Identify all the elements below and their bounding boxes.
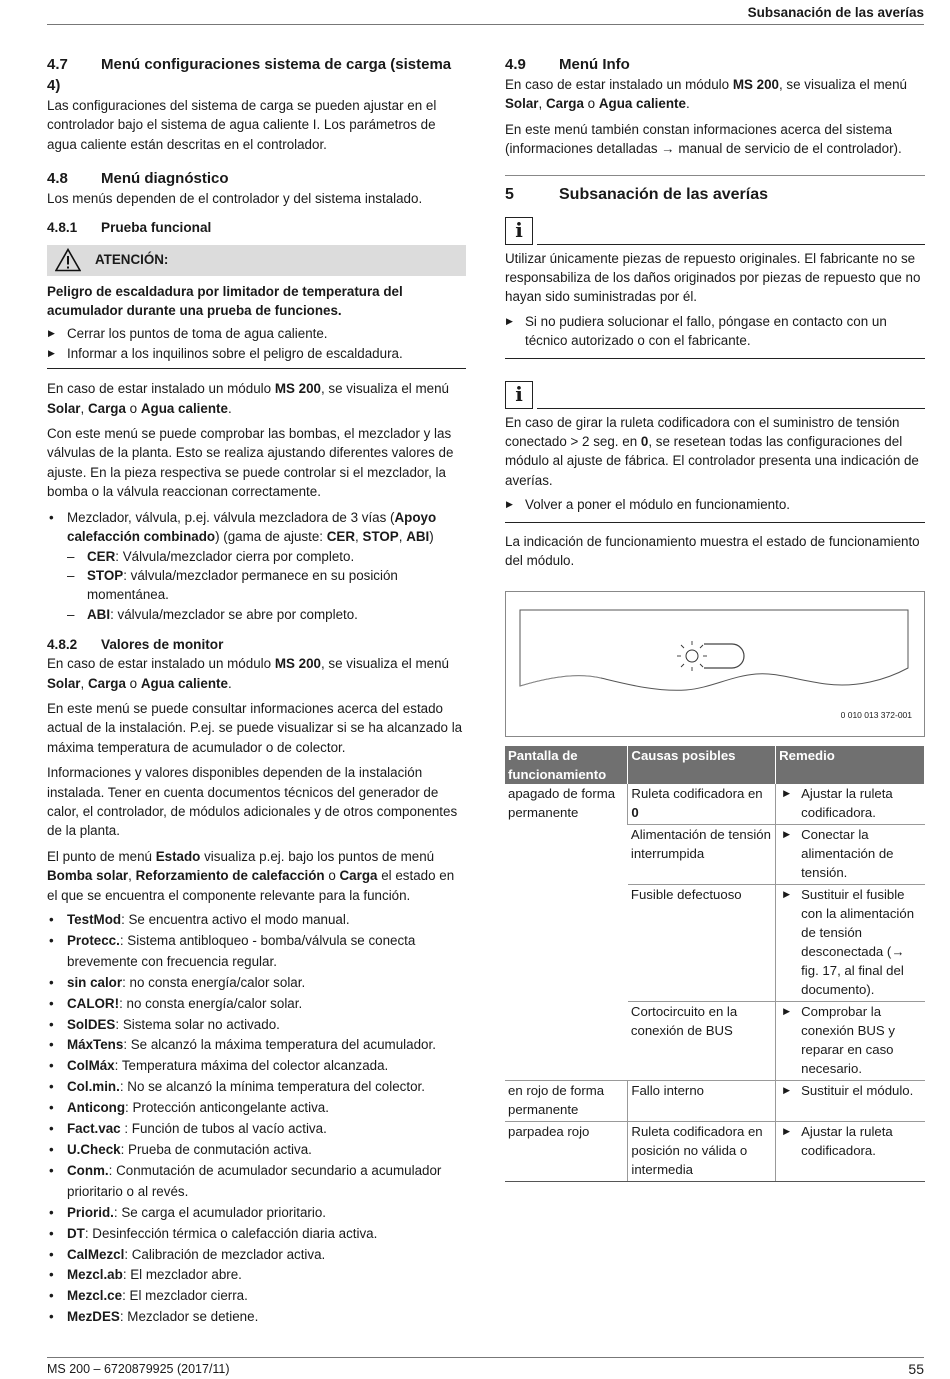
ms200-menu-paragraph — [505, 75, 925, 114]
text-run: , se visualiza el menú — [320, 381, 449, 397]
remedy-step: ▶ Comprobar la conexión BUS y reparar en caso necesario. — [779, 1002, 921, 1078]
section-4-8-heading — [47, 168, 466, 189]
text-run-bold: MS 200 — [274, 656, 321, 672]
display-cell: en rojo de forma permanente — [505, 1080, 628, 1121]
monitor-text: : Función de tubos al vacío activa. — [120, 1121, 327, 1137]
monitor-key: Protecc. — [67, 932, 120, 948]
text-run-bold: Apoyo calefacción combinado — [67, 509, 437, 545]
text-run: El punto de menú — [47, 848, 152, 864]
cause-cell: Alimentación de tensión interrumpida — [628, 824, 776, 884]
status-paragraph — [47, 847, 466, 905]
text-run-bold: CER — [326, 529, 356, 545]
monitor-text: : Mezclador se detiene. — [119, 1309, 259, 1325]
column-header: Pantalla de funcionamiento — [505, 746, 628, 784]
text-run: Mezclador, válvula, p.ej. válvula mezcladora de 3 vías ( — [67, 509, 395, 525]
cause-text-bold: 0 — [631, 804, 639, 820]
remedy-step: ▶ Conectar la alimentación de tensión. — [779, 825, 921, 882]
monitor-text: : Conmutación de acumulador secundario a acumulador prioritario o al revés. — [67, 1162, 442, 1199]
text-run: , — [80, 400, 85, 416]
right-column — [505, 54, 925, 1182]
text-run-bold: MS 200 — [732, 77, 779, 92]
text-run: , se visualiza el menú — [320, 656, 449, 672]
note-end-rule — [505, 358, 925, 359]
monitor-item — [47, 1056, 466, 1077]
monitor-item — [47, 1098, 466, 1119]
section-title: Menú Info — [559, 56, 630, 73]
text-run-bold: Bomba solar — [47, 868, 129, 884]
text-run-bold: ABI — [406, 529, 430, 545]
setting-text: : válvula/mezclador se abre por completo. — [110, 606, 358, 622]
text-run: o — [129, 675, 138, 691]
monitor-text: : El mezclador abre. — [122, 1267, 242, 1283]
monitor-item — [47, 1307, 466, 1328]
info-note-2-header — [505, 381, 925, 409]
menu-name: Solar — [47, 400, 81, 416]
monitor-text: : Se encuentra activo el modo manual. — [121, 912, 350, 927]
remedy-cell — [776, 1001, 925, 1080]
section-number: 4.8.1 — [47, 219, 78, 235]
monitor-item — [47, 1203, 466, 1224]
remedy-cell — [776, 824, 925, 884]
remedy-cell — [776, 784, 925, 825]
text-run: , se resetean todas las configuraciones del módulo al ajuste de fábrica. El controlador presenta una indicación de averías. — [505, 434, 919, 488]
monitor-text: : no consta energía/calor solar. — [119, 995, 303, 1011]
text-run-bold: 0 — [640, 434, 649, 450]
text-run: o — [328, 868, 336, 884]
footer-rule — [47, 1357, 924, 1358]
menu-name: Solar — [505, 96, 539, 112]
monitor-text: : Sistema solar no activado. — [115, 1016, 280, 1032]
monitor-text: : No se alcanzó la mínima temperatura del colector. — [119, 1079, 425, 1095]
setting-item — [47, 566, 466, 605]
monitor-key: ColMáx — [67, 1058, 115, 1074]
text-run: o — [587, 96, 596, 112]
monitor-text: : Sistema antibloqueo - bomba/válvula se conecta brevemente con frecuencia regular. — [67, 932, 416, 969]
monitor-text: : no consta energía/calor solar. — [122, 974, 306, 990]
text-run: En caso de estar instalado un módulo — [505, 77, 730, 92]
monitor-item — [47, 1140, 466, 1161]
cause-cell: Ruleta codificadora en posición no válida o intermedia — [628, 1121, 776, 1181]
monitor-key: Mezcl.ce — [67, 1288, 123, 1304]
text-run: En caso de girar la ruleta codificadora con el suministro de tensión conectado > 2 seg. en — [505, 414, 900, 450]
monitor-key: Col.min. — [67, 1079, 120, 1095]
text-run-bold: STOP — [362, 529, 399, 545]
info-icon: i — [505, 217, 533, 245]
warning-steps — [47, 324, 466, 363]
menu-name: Agua caliente — [140, 400, 228, 416]
section-title: Menú diagnóstico — [101, 170, 229, 188]
note-rule — [537, 244, 925, 245]
page-number: 55 — [908, 1361, 924, 1377]
chapter-5-heading — [505, 184, 925, 205]
setting-text: : válvula/mezclador permanece en su posición momentánea. — [87, 567, 398, 603]
monitor-text: : Se carga el acumulador prioritario. — [113, 1204, 326, 1220]
text-run: ) — [429, 529, 434, 545]
chapter-5-block — [505, 175, 925, 205]
section-number: 4.8.2 — [47, 637, 78, 653]
note-end-rule — [505, 522, 925, 523]
monitor-key: Mezcl.ab — [67, 1267, 123, 1283]
monitor-item — [47, 1077, 466, 1098]
section-4-9-heading — [505, 54, 925, 75]
menu-name: Carga — [87, 675, 126, 691]
cause-cell — [628, 784, 776, 825]
text-run: En caso de estar instalado un módulo — [47, 656, 272, 672]
text-run: , — [128, 868, 132, 884]
monitor-key: Fact.vac — [67, 1121, 121, 1137]
monitor-text: : Protección anticongelante activa. — [125, 1100, 329, 1116]
text-run: , — [398, 529, 403, 545]
section-number: 5 — [505, 185, 514, 203]
remedy-step: ▶ Ajustar la ruleta codificadora. — [779, 1122, 921, 1160]
monitor-text: : El mezclador cierra. — [122, 1288, 248, 1304]
monitor-paragraph-1: En este menú se puede consultar informaciones acerca del estado actual de la instalación. P.ej. se puede visualizar si se ha alcanzado la máxima temperatura de acumulador o de colector. — [47, 700, 463, 755]
monitor-key: CalMezcl — [67, 1246, 125, 1262]
info-step: ▶ Volver a poner el módulo en funcionamiento. — [505, 495, 925, 514]
monitor-item — [47, 1224, 466, 1245]
menu-name: Agua caliente — [598, 96, 686, 112]
remedy-step: ▶ Ajustar la ruleta codificadora. — [779, 784, 921, 822]
cause-text: Ruleta codificadora en — [631, 785, 763, 801]
test-description: Con este menú se puede comprobar las bombas, el mezclador y las válvulas de la planta. Esto se realiza ajustando diferentes valores de ajuste. En la pieza respectiva se puede controlar si el mezclador, la bomba o la válvula reaccionan correctamente. — [47, 426, 454, 500]
text-run-bold: Estado — [155, 848, 201, 864]
monitor-key: MezDES — [67, 1309, 120, 1325]
info-note-2-steps — [505, 495, 925, 514]
monitor-key: Conm. — [67, 1162, 109, 1178]
text-run: , — [355, 529, 359, 545]
mixer-list — [47, 508, 466, 547]
section-4-8-2-heading — [47, 635, 466, 654]
text-run-bold: MS 200 — [274, 381, 321, 397]
display-cell: apagado de forma permanente — [508, 785, 616, 820]
text-run: , — [80, 675, 85, 691]
section-title: Menú configuraciones sistema de carga (sistema 4) — [47, 56, 452, 94]
text-run: o — [129, 400, 138, 416]
footer-document-id: MS 200 – 6720879925 (2017/11) — [47, 1362, 230, 1376]
setting-text: : Válvula/mezclador cierra por completo. — [115, 548, 355, 564]
module-indicator-figure — [505, 591, 925, 737]
monitor-key: MáxTens — [67, 1037, 124, 1053]
section-number: 4.8 — [47, 170, 68, 188]
remedy-cell — [776, 1080, 925, 1121]
monitor-key: U.Check — [67, 1141, 121, 1157]
display-cell: parpadea rojo — [505, 1121, 628, 1181]
header-rule — [47, 24, 924, 25]
column-header: Remedio — [776, 746, 925, 784]
monitor-key: TestMod — [67, 912, 122, 927]
text-run: el estado en el que se encuentra el componente relevante para la función. — [47, 868, 455, 903]
setting-range-list — [47, 547, 466, 625]
monitor-text: : Desinfección térmica o calefacción diaria activa. — [84, 1225, 378, 1241]
section-4-7-text: Las configuraciones del sistema de carga se pueden ajustar en el controlador bajo el sistema de agua caliente I. Los parámetros de agua caliente están descritas en el controlador. — [47, 98, 437, 152]
monitor-item — [47, 994, 466, 1015]
remedy-step: ▶ Sustituir el fusible con la alimentación de tensión desconectada (→ fig. 17, al final del documento). — [779, 885, 921, 999]
warning-step: ▶ Cerrar los puntos de toma de agua caliente. — [47, 324, 466, 343]
table-row — [505, 1121, 925, 1181]
running-header-title: Subsanación de las averías — [747, 5, 924, 20]
figure-code: 0 010 013 372-001 — [840, 709, 912, 720]
menu-name: Carga — [545, 96, 584, 112]
info-menu-text: En este menú también constan informaciones acerca del sistema (informaciones detalladas → manual de servicio de el controlador). — [505, 121, 902, 157]
monitor-item — [47, 1015, 466, 1036]
text-run: En caso de estar instalado un módulo — [47, 381, 272, 397]
troubleshooting-table — [505, 746, 925, 1182]
note-rule — [537, 408, 925, 409]
cause-cell: Fusible defectuoso — [628, 884, 776, 1001]
warning-body — [47, 282, 466, 370]
monitor-item — [47, 931, 466, 973]
ms200-menu-paragraph — [47, 654, 466, 693]
section-4-8-text: Los menús dependen de el controlador y del sistema instalado. — [47, 191, 423, 207]
setting-key: ABI — [87, 606, 111, 622]
text-run: , — [538, 96, 543, 112]
monitor-values-list — [47, 910, 466, 1328]
table-row — [505, 1080, 925, 1121]
table-row — [505, 784, 925, 825]
monitor-item — [47, 1265, 466, 1286]
monitor-key: SolDES — [67, 1016, 116, 1032]
monitor-text: : Calibración de mezclador activa. — [124, 1246, 326, 1262]
text-run: . — [227, 675, 232, 691]
section-title: Subsanación de las averías — [559, 185, 768, 203]
section-4-7-heading — [47, 54, 466, 96]
menu-name: Solar — [47, 675, 81, 691]
setting-key: STOP — [87, 567, 124, 583]
monitor-key: Priorid. — [67, 1204, 114, 1220]
section-title: Prueba funcional — [101, 219, 212, 235]
warning-triangle-icon — [55, 248, 81, 272]
monitor-paragraph-2: Informaciones y valores disponibles dependen de la instalación instalada. Tener en cuenta documentos técnicos del generador de calor, el controlador, de módulos adicionales y de otros componentes de la planta. — [47, 765, 458, 839]
monitor-item — [47, 1286, 466, 1307]
mixer-item — [47, 508, 466, 547]
left-column — [47, 54, 466, 1328]
text-run-bold: Carga — [339, 868, 378, 884]
monitor-key: CALOR! — [67, 995, 120, 1011]
section-title: Valores de monitor — [101, 637, 224, 653]
monitor-item — [47, 973, 466, 994]
text-run: . — [685, 96, 690, 112]
monitor-item — [47, 910, 466, 931]
menu-name: Carga — [87, 400, 126, 416]
section-number: 4.9 — [505, 56, 526, 73]
text-run: , se visualiza el menú — [778, 77, 907, 92]
monitor-key: sin calor — [67, 974, 123, 990]
info-step: ▶ Si no pudiera solucionar el fallo, póngase en contacto con un técnico autorizado o con el fabricante. — [505, 312, 925, 351]
warning-title: ATENCIÓN: — [95, 252, 169, 268]
monitor-item — [47, 1119, 466, 1140]
remedy-cell — [776, 1121, 925, 1181]
cause-cell: Fallo interno — [628, 1080, 776, 1121]
monitor-key: DT — [67, 1225, 85, 1241]
info-note-1-text: Utilizar únicamente piezas de repuesto originales. El fabricante no se responsabiliza de los daños originados por piezas de repuesto que no hayan sido suministradas por él. — [505, 250, 921, 305]
monitor-item — [47, 1035, 466, 1056]
setting-key: CER — [87, 548, 116, 564]
monitor-item — [47, 1245, 466, 1266]
setting-item — [47, 547, 466, 566]
warning-banner — [47, 245, 466, 276]
ms200-menu-paragraph — [47, 379, 466, 418]
text-run: visualiza p.ej. bajo los puntos de menú — [204, 848, 435, 864]
indicator-paragraph: La indicación de funcionamiento muestra el estado de funcionamiento del módulo. — [505, 533, 920, 569]
monitor-item — [47, 1161, 466, 1203]
section-number: 4.7 — [47, 56, 68, 73]
info-note-1-header — [505, 217, 925, 245]
remedy-step: ▶ Sustituir el módulo. — [779, 1081, 921, 1100]
menu-name: Agua caliente — [140, 675, 228, 691]
monitor-text: : Temperatura máxima del colector alcanzada. — [114, 1058, 389, 1074]
warning-text: Peligro de escaldadura por limitador de temperatura del acumulador durante una prueba de funciones. — [47, 283, 403, 319]
text-run: . — [227, 400, 232, 416]
remedy-cell — [776, 884, 925, 1001]
column-header: Causas posibles — [628, 746, 776, 784]
text-run: ) (gama de ajuste: — [215, 529, 324, 545]
text-run-bold: Reforzamiento de calefacción — [135, 868, 325, 884]
table-header-row — [505, 746, 925, 784]
monitor-key: Anticong — [67, 1100, 126, 1116]
monitor-text: : Prueba de conmutación activa. — [120, 1141, 312, 1157]
warning-step: ▶ Informar a los inquilinos sobre el peligro de escaldadura. — [47, 344, 466, 363]
section-4-8-1-heading — [47, 218, 466, 237]
info-note-2-text — [505, 413, 925, 491]
cause-cell: Cortocircuito en la conexión de BUS — [628, 1001, 776, 1080]
monitor-text: : Se alcanzó la máxima temperatura del acumulador. — [123, 1037, 436, 1053]
info-note-1-steps — [505, 312, 925, 351]
setting-item — [47, 605, 466, 624]
info-icon: i — [505, 381, 533, 409]
